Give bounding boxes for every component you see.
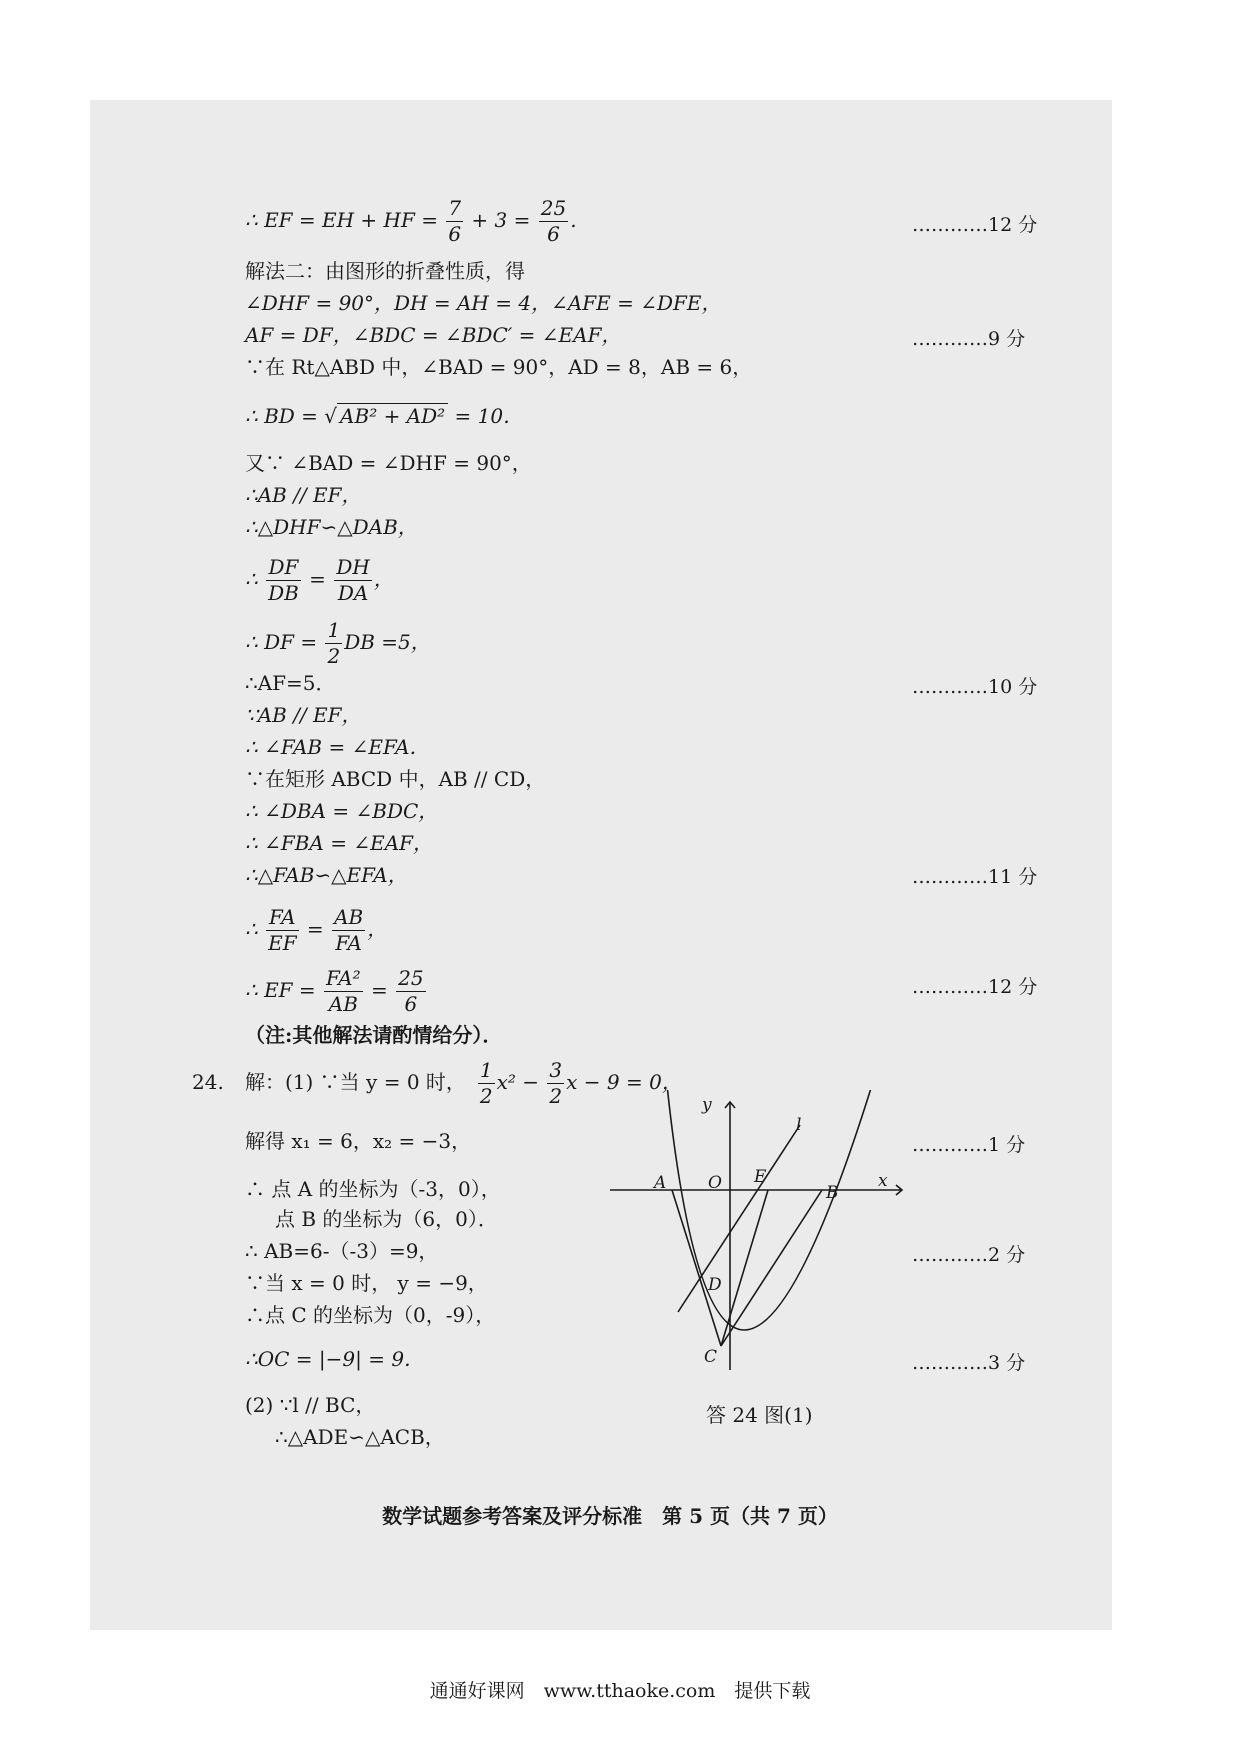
solution-line: ∵AB // EF， xyxy=(245,703,362,727)
text: ， xyxy=(367,917,388,941)
score-mark: …………12 分 xyxy=(912,976,1038,998)
solution-line: ∴ ∠FAB = ∠EFA． xyxy=(245,735,430,759)
numerator: AB xyxy=(334,905,364,929)
score-mark: …………1 分 xyxy=(912,1134,1026,1156)
line-AC xyxy=(672,1190,721,1346)
solution-line: ∴ AB=6-（-3）=9， xyxy=(245,1239,439,1263)
page-footer: 数学试题参考答案及评分标准 第 5 页（共 7 页） xyxy=(382,1504,838,1528)
solution-line: ∴AF=5． xyxy=(245,671,336,695)
solution-line: ∵当 x = 0 时， y = −9， xyxy=(245,1271,488,1295)
text: ∴ DF = xyxy=(245,630,324,654)
fraction xyxy=(324,966,363,1017)
score-mark: …………3 分 xyxy=(912,1352,1026,1374)
denominator: EF xyxy=(268,931,297,955)
denominator: DA xyxy=(337,581,369,605)
parabola-curve xyxy=(667,1090,872,1330)
text: ， xyxy=(373,567,394,591)
x-axis-label: x xyxy=(878,1171,888,1191)
numerator: 1 xyxy=(327,618,341,642)
score-mark: …………9 分 xyxy=(912,328,1026,350)
line-CE xyxy=(721,1190,768,1346)
denominator: 6 xyxy=(547,222,560,246)
fraction xyxy=(547,1058,564,1109)
solution-line: AF = DF，∠BDC = ∠BDC′ = ∠EAF， xyxy=(245,323,622,347)
solution-line: ∠DHF = 90°，DH = AH = 4，∠AFE = ∠DFE， xyxy=(245,291,722,315)
text: x² − xyxy=(496,1070,546,1094)
line-CB xyxy=(721,1190,822,1346)
y-axis-label: y xyxy=(702,1095,712,1115)
solution-line: 解得 x₁ = 6，x₂ = −3， xyxy=(245,1129,472,1153)
fraction xyxy=(334,555,371,606)
parabola-figure xyxy=(600,1090,910,1390)
solution-line: ∴△DHF∽△DAB， xyxy=(245,515,418,539)
point-B-label: B xyxy=(826,1183,839,1203)
point-C-label: C xyxy=(704,1347,718,1367)
numerator: 3 xyxy=(549,1058,563,1082)
score-mark: …………10 分 xyxy=(912,676,1038,698)
solution-line: 点 B 的坐标为（6，0）． xyxy=(275,1207,498,1231)
sqrt-sign: √ xyxy=(324,404,338,428)
fraction xyxy=(266,905,298,956)
text: ∴ EF = xyxy=(245,978,323,1002)
text: x − 9 = 0， xyxy=(566,1070,682,1094)
numerator: 7 xyxy=(448,196,462,220)
denominator: 2 xyxy=(327,644,341,668)
solution-line: ∴OC = |−9| = 9． xyxy=(245,1347,425,1371)
question-number: 24. xyxy=(192,1070,224,1094)
numerator: FA² xyxy=(326,966,361,990)
solution-line: 解法二：由图形的折叠性质，得 xyxy=(245,259,525,283)
text: = xyxy=(364,978,395,1002)
figure-caption: 答 24 图(1) xyxy=(706,1403,813,1427)
numerator: 25 xyxy=(540,196,567,220)
score-mark: …………2 分 xyxy=(912,1244,1026,1266)
solution-line: ∴△ADE∽△ACB， xyxy=(275,1425,445,1449)
text: = xyxy=(302,567,333,591)
fraction xyxy=(478,1058,495,1109)
text: + 3 = xyxy=(465,208,537,232)
text: 解：(1) ∵当 y = 0 时， xyxy=(245,1070,456,1094)
fraction xyxy=(332,905,365,956)
solution-line: 又∵ ∠BAD = ∠DHF = 90°， xyxy=(245,451,532,475)
fraction xyxy=(266,555,301,606)
solution-line xyxy=(245,966,428,1017)
download-watermark: 通通好课网 www.tthaoke.com 提供下载 xyxy=(429,1680,811,1702)
fraction xyxy=(539,196,568,247)
denominator: 2 xyxy=(549,1084,563,1108)
text: ∴ xyxy=(245,917,265,941)
solution-line: ∴ EF = EH + HF = $\frac{7}{6}$ + 3 = $\frac{25}{6}$ . xyxy=(245,196,577,246)
point-A-label: A xyxy=(654,1173,667,1193)
solution-line xyxy=(245,555,394,606)
solution-line xyxy=(245,905,387,956)
denominator: 6 xyxy=(448,222,462,246)
radicand: AB² + AD² xyxy=(337,403,448,428)
score-mark: …………12 分 xyxy=(912,214,1038,236)
solution-line: ∴ ∠FBA = ∠EAF， xyxy=(245,831,434,855)
denominator: 6 xyxy=(404,992,418,1016)
solution-line: ∴ 点 A 的坐标为（-3，0）， xyxy=(245,1177,501,1201)
grading-note: （注:其他解法请酌情给分）． xyxy=(245,1023,503,1047)
solution-line: ∵在 Rt△ABD 中，∠BAD = 90°，AD = 8，AB = 6， xyxy=(245,355,753,379)
point-D-label: D xyxy=(708,1275,722,1295)
text: = xyxy=(300,917,331,941)
numerator: 25 xyxy=(398,966,424,990)
text: ∴ BD = xyxy=(245,404,325,428)
solution-line: ∴ ∠DBA = ∠BDC， xyxy=(245,799,439,823)
solution-line: (2) ∵l // BC， xyxy=(245,1393,376,1417)
solution-line: ∵在矩形 ABCD 中，AB // CD， xyxy=(245,767,546,791)
solution-line xyxy=(245,618,431,669)
solution-line: ∴点 C 的坐标为（0，-9）， xyxy=(245,1303,496,1327)
denominator: AB xyxy=(328,992,358,1016)
solution-line xyxy=(245,403,523,429)
denominator: FA xyxy=(335,931,362,955)
denominator: 2 xyxy=(479,1084,493,1108)
fraction xyxy=(446,196,463,247)
line-l-label: l xyxy=(796,1115,802,1135)
fraction xyxy=(325,618,342,669)
text: ∴ xyxy=(245,567,265,591)
fraction xyxy=(396,966,425,1017)
denominator: DB xyxy=(268,581,299,605)
text: ∴ EF = EH + HF = xyxy=(245,208,445,232)
numerator: DF xyxy=(266,555,301,581)
numerator: FA xyxy=(266,905,298,931)
solution-line: ∴△FAB∽△EFA， xyxy=(245,863,408,887)
text: DB =5， xyxy=(344,630,431,654)
point-O-label: O xyxy=(708,1173,722,1193)
score-mark: …………11 分 xyxy=(912,866,1038,888)
point-E-label: E xyxy=(754,1167,767,1187)
numerator: 1 xyxy=(479,1058,493,1082)
text: = 10． xyxy=(448,404,524,428)
solution-line: ∴AB // EF， xyxy=(245,483,362,507)
numerator: DH xyxy=(336,555,370,579)
